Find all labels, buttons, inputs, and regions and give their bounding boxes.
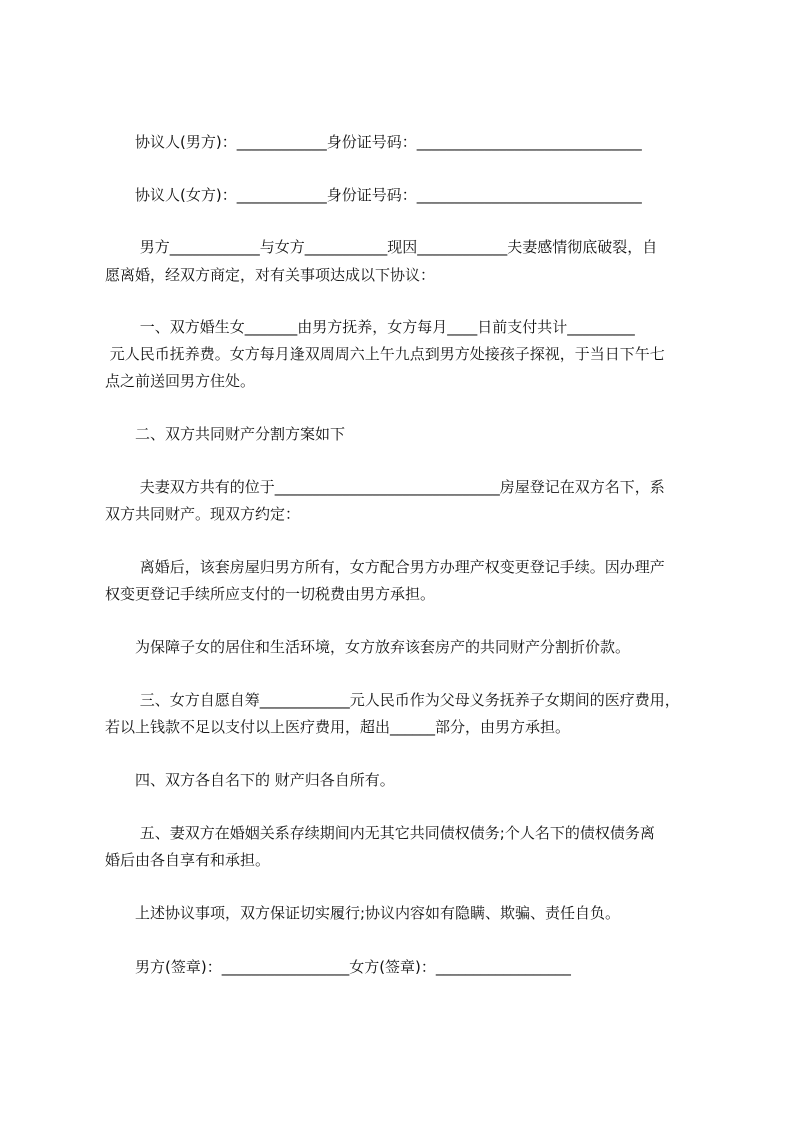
text-line: 愿离婚，经双方商定，对有关事项达成以下协议： <box>105 266 436 284</box>
text-line: 若以上钱款不足以支付以上医疗费用，超出______部分，由男方承担。 <box>105 718 571 736</box>
text-line: 五、妻双方在婚姻关系存续期间内无其它共同债权债务;个人名下的债权债务离 <box>135 824 655 842</box>
text-line: 离婚后，该套房屋归男方所有，女方配合男方办理产权变更登记手续。因办理产 <box>135 558 665 576</box>
text-line: 权变更登记手续所应支付的一切税费由男方承担。 <box>105 585 436 603</box>
text-line: 协议人(女方)：____________身份证号码：______________________________ <box>135 186 642 204</box>
text-line: 为保障子女的居住和生活环境，女方放弃该套房产的共同财产分割折价款。 <box>135 638 631 656</box>
text-line: 协议人(男方)：____________身份证号码：______________________________ <box>135 133 642 151</box>
text-line: 男方____________与女方___________现因____________夫妻感情彻底破裂，自 <box>135 238 658 256</box>
text-line: 元人民币抚养费。女方每月逢双周周六上午九点到男方处接孩子探视，于当日下午七 <box>105 345 665 363</box>
text-line: 双方共同财产。现双方约定： <box>105 505 301 523</box>
text-line: 婚后由各自享有和承担。 <box>105 851 271 869</box>
text-line: 一、双方婚生女_______由男方抚养，女方每月____日前支付共计_________ <box>135 318 635 336</box>
section-heading: 二、双方共同财产分割方案如下 <box>135 425 346 443</box>
signature-line: 男方(签章)：_________________女方(签章)：__________________ <box>135 958 571 976</box>
text-line: 点之前送回男方住处。 <box>105 372 256 390</box>
text-line: 上述协议事项，双方保证切实履行;协议内容如有隐瞒、欺骗、责任自负。 <box>135 904 621 922</box>
text-line: 夫妻双方共有的位于______________________________房屋登记在双方名下，系 <box>135 478 665 496</box>
text-line: 三、女方自愿自筹____________元人民币作为父母义务抚养子女期间的医疗费用， <box>135 691 680 709</box>
section-heading: 四、双方各自名下的 财产归各自所有。 <box>135 771 395 789</box>
